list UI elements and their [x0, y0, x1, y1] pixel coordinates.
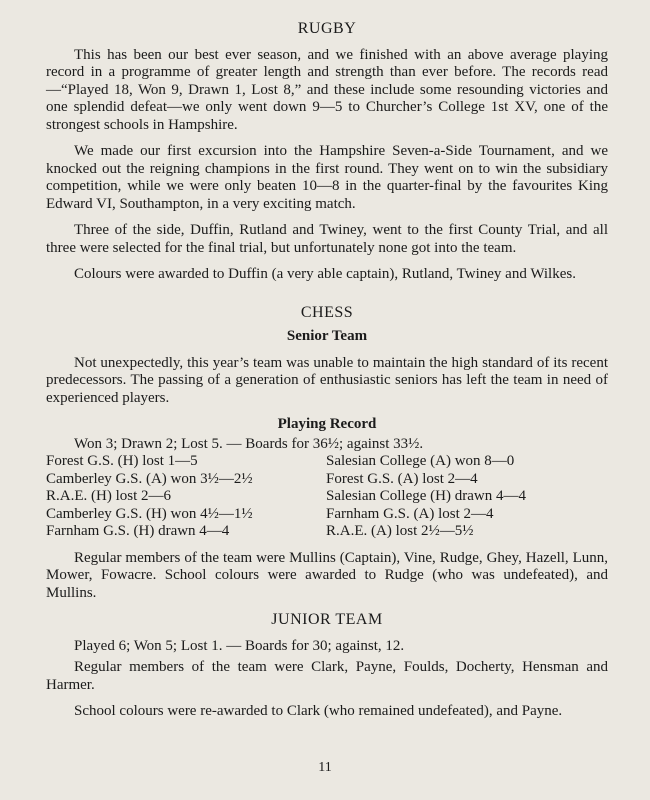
rugby-paragraph-2: We made our first excursion into the Hampshire Seven-a-Side Tournament, and we knocked out the reigning champions in the first round. They went on to win the subsidiary competition, while we were only beaten 10—8 in the quarter-final by the favourites King Edward VI, Southampton, in a very exciting match.	[46, 143, 608, 212]
chess-heading: CHESS	[300, 303, 354, 321]
rugby-heading: RUGBY	[297, 20, 357, 37]
junior-record-summary: Played 6; Won 5; Lost 1. — Boards for 30; against, 12.	[74, 637, 405, 654]
result-line: Camberley G.S. (A) won 3½—2½	[46, 470, 253, 487]
result-line: R.A.E. (H) lost 2—6	[46, 488, 171, 504]
senior-team-heading: Senior Team	[286, 328, 368, 344]
senior-members-paragraph: Regular members of the team were Mullins (Captain), Vine, Rudge, Ghey, Hazell, Lunn, Mower, Fowacre. School colours were awarded to Rudge (who was undefeated), and Mullins.	[46, 549, 608, 601]
result-line: Farnham G.S. (A) lost 2—4	[326, 505, 494, 522]
page-number: 11	[318, 760, 332, 775]
page-content	[46, 20, 608, 721]
junior-team-heading: JUNIOR TEAM	[271, 611, 383, 628]
result-line: Forest G.S. (H) lost 1—5	[46, 453, 198, 469]
results-left-column	[46, 453, 326, 541]
rugby-paragraph-1: This has been our best ever season, and we finished with an above average playing record in a programme of greater length and strength than ever before. The records read—“Played 18, Won 9, Drawn 1, Lost 8,” and these include some resounding victories and one splendid defeat—we only went down 9—5 to Churcher’s College 1st XV, one of the strongest schools in Hampshire.	[46, 46, 608, 133]
result-line: Forest G.S. (A) lost 2—4	[326, 470, 478, 487]
result-line: R.A.E. (A) lost 2½—5½	[326, 523, 474, 539]
junior-members-paragraph: Regular members of the team were Clark, Payne, Foulds, Docherty, Hensman and Harmer.	[46, 659, 608, 693]
result-line: Farnham G.S. (H) drawn 4—4	[46, 523, 230, 539]
results-right-column	[326, 453, 606, 541]
rugby-paragraph-3: Three of the side, Duffin, Rutland and Twiney, went to the first County Trial, and all three were selected for the final trial, but unfortunately none got into the team.	[46, 222, 608, 256]
junior-colours-paragraph: School colours were re-awarded to Clark (who remained undefeated), and Payne.	[74, 703, 563, 719]
result-line: Salesian College (A) won 8—0	[326, 453, 515, 469]
playing-record-heading: Playing Record	[277, 416, 377, 432]
result-line: Camberley G.S. (H) won 4½—1½	[46, 505, 253, 522]
senior-intro-paragraph: Not unexpectedly, this year’s team was unable to maintain the high standard of its recent predecessors. The passing of a generation of enthusiastic seniors has left the team in need of experienced players.	[46, 354, 608, 406]
rugby-paragraph-4: Colours were awarded to Duffin (a very able captain), Rutland, Twiney and Wilkes.	[74, 266, 576, 282]
senior-record-summary: Won 3; Drawn 2; Lost 5. — Boards for 36½; against 33½.	[74, 435, 424, 452]
results-table	[46, 453, 608, 541]
result-line: Salesian College (H) drawn 4—4	[326, 488, 526, 504]
